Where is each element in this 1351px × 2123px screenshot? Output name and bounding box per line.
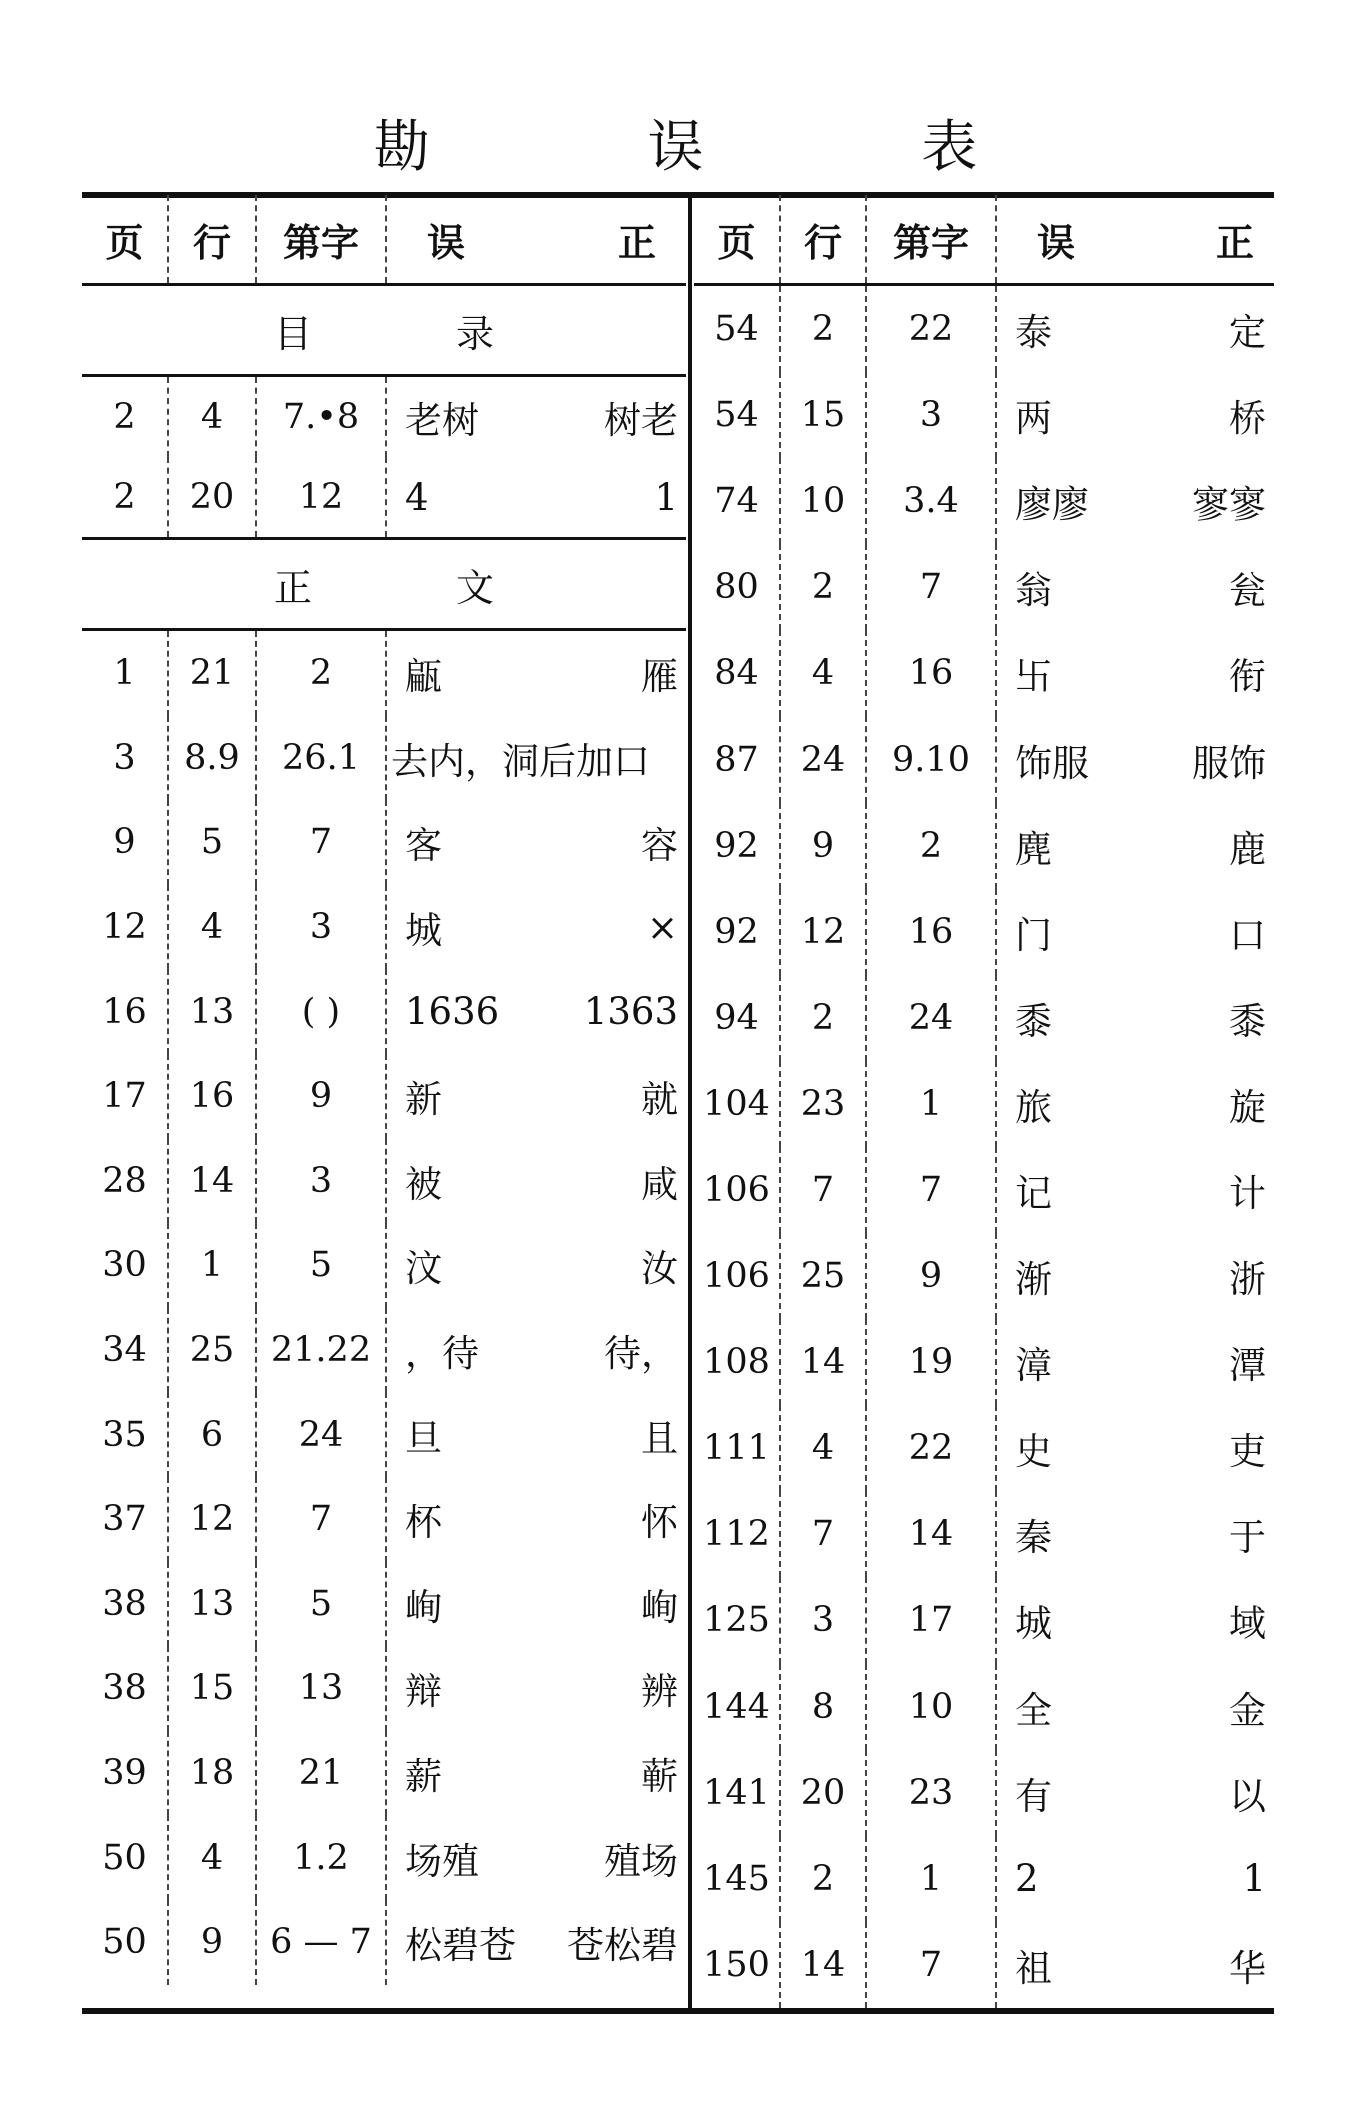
header-wrong: 误 (386, 195, 546, 285)
cell-correct: 衔 (1229, 655, 1266, 699)
cell-line: 2 (780, 1836, 866, 1922)
table-row (82, 1223, 686, 1308)
cell-char: 14 (866, 1491, 996, 1577)
cell-correct: 服饰 (1192, 741, 1266, 785)
cell-line: 2 (780, 544, 866, 630)
cell-wrong: 记 (1015, 1171, 1052, 1215)
header-char: 第字 (256, 195, 386, 285)
cell-char: 7 (256, 800, 386, 885)
cell-line: 16 (168, 1054, 256, 1139)
cell-char: 23 (866, 1750, 996, 1836)
cell-wrong: 祖 (1015, 1946, 1052, 1990)
cell-line: 7 (780, 1491, 866, 1577)
cell-line: 10 (780, 458, 866, 544)
cell-char: 19 (866, 1319, 996, 1405)
cell-page: 92 (694, 889, 780, 975)
cell-wrong: 漳 (1015, 1344, 1052, 1388)
cell-wrong: 全 (1015, 1688, 1052, 1732)
cell-page: 150 (694, 1922, 780, 2008)
header-row (694, 195, 1274, 285)
cell-correct: 待， (604, 1332, 678, 1376)
cell-char: 6 — 7 (256, 1900, 386, 1985)
cell-correct: 怀 (641, 1501, 678, 1545)
bottom-rule (82, 2008, 1274, 2014)
table-row (694, 1319, 1274, 1405)
cell-wrong: 2 (1015, 1857, 1039, 1901)
cell-correct: 且 (641, 1416, 678, 1460)
cell-line: 14 (780, 1319, 866, 1405)
cell-wrong: 去内，洞后加口 (391, 739, 650, 783)
cell-wrong: 史 (1015, 1430, 1052, 1474)
cell-correct: 桥 (1229, 397, 1266, 441)
cell-char: 21.22 (256, 1308, 386, 1393)
cell-wrong: 卐 (1015, 655, 1052, 699)
cell-correct: 于 (1229, 1516, 1266, 1560)
cell-correct: 苍松碧 (567, 1924, 678, 1968)
table-row (82, 1308, 686, 1393)
cell-line: 8.9 (168, 716, 256, 801)
cell-char: 5 (256, 1562, 386, 1647)
table-row (694, 544, 1274, 630)
cell-line: 20 (780, 1750, 866, 1836)
cell-correct: 定 (1229, 311, 1266, 355)
cell-char: 3 (256, 1139, 386, 1224)
table-row (82, 800, 686, 885)
cell-line: 2 (780, 975, 866, 1061)
cell-page: 106 (694, 1233, 780, 1319)
header-wrong: 误 (996, 195, 1144, 285)
cell-char: 3 (866, 372, 996, 458)
cell-wrong: 1636 (405, 990, 500, 1034)
table-row (694, 889, 1274, 975)
cell-wrong: 辩 (405, 1670, 442, 1714)
table-row (82, 1392, 686, 1477)
cell-correct: 就 (641, 1078, 678, 1122)
cell-correct: 1363 (583, 990, 678, 1034)
cell-wrong: 门 (1015, 913, 1052, 957)
cell-page: 1 (82, 630, 168, 716)
cell-page: 38 (82, 1562, 168, 1647)
section-toc-label-2: 录 (455, 311, 494, 356)
cell-char: 10 (866, 1664, 996, 1750)
cell-wrong: 翁 (1015, 569, 1052, 613)
section-toc (82, 285, 686, 376)
cell-page: 111 (694, 1405, 780, 1491)
cell-wrong: 麂 (1015, 827, 1052, 871)
cell-line: 6 (168, 1392, 256, 1477)
cell-line: 1 (168, 1223, 256, 1308)
table-row (694, 1664, 1274, 1750)
cell-wrong: 甂 (405, 655, 442, 699)
header-page: 页 (694, 195, 780, 285)
cell-page: 54 (694, 285, 780, 373)
cell-page: 34 (82, 1308, 168, 1393)
cell-char: 12 (256, 457, 386, 539)
cell-correct: 旋 (1229, 1085, 1266, 1129)
cell-page: 80 (694, 544, 780, 630)
cell-char: 24 (256, 1392, 386, 1477)
cell-char: 1.2 (256, 1815, 386, 1900)
table-row (82, 1562, 686, 1647)
cell-wrong: 秦 (1015, 1516, 1052, 1560)
table-row (694, 803, 1274, 889)
cell-correct: 计 (1229, 1171, 1266, 1215)
cell-page: 3 (82, 716, 168, 801)
cell-correct: 浙 (1229, 1258, 1266, 1302)
header-line: 行 (168, 195, 256, 285)
cell-correct: 容 (641, 824, 678, 868)
cell-char: 16 (866, 630, 996, 716)
cell-line: 25 (168, 1308, 256, 1393)
cell-char: 5 (256, 1223, 386, 1308)
cell-page: 12 (82, 885, 168, 970)
cell-page: 2 (82, 376, 168, 458)
cell-wrong: 老树 (405, 399, 479, 442)
cell-line: 4 (168, 885, 256, 970)
table-row (82, 1815, 686, 1900)
header-row (82, 195, 686, 285)
cell-page: 108 (694, 1319, 780, 1405)
cell-line: 9 (780, 803, 866, 889)
page-title: 勘 误 表 (373, 115, 1078, 180)
cell-line: 20 (168, 457, 256, 539)
cell-line: 3 (780, 1577, 866, 1663)
cell-char: 7 (256, 1477, 386, 1562)
cell-correct: 华 (1229, 1946, 1266, 1990)
cell-correct: 峋 (641, 1585, 678, 1629)
cell-correct: 咸 (641, 1162, 678, 1206)
cell-wrong: 松碧苍 (405, 1924, 516, 1968)
cell-line: 15 (780, 372, 866, 458)
cell-page: 94 (694, 975, 780, 1061)
cell-correct: 雁 (641, 655, 678, 699)
cell-wrong: 汶 (405, 1247, 442, 1291)
section-body-label-1: 正 (273, 565, 312, 610)
cell-correct: 树老 (604, 399, 678, 442)
cell-page: 141 (694, 1750, 780, 1836)
cell-char: 24 (866, 975, 996, 1061)
table-row (694, 1836, 1274, 1922)
header-line: 行 (780, 195, 866, 285)
table-row (82, 1139, 686, 1224)
cell-line: 5 (168, 800, 256, 885)
cell-char: 16 (866, 889, 996, 975)
cell-line: 13 (168, 1562, 256, 1647)
cell-wrong: 场殖 (405, 1839, 479, 1883)
cell-correct: 寥寥 (1192, 483, 1266, 527)
section-body-label-2: 文 (455, 565, 494, 610)
cell-line: 23 (780, 1061, 866, 1147)
cell-wrong: 城 (405, 909, 442, 953)
cell-wrong: 峋 (405, 1585, 442, 1629)
table-row (82, 969, 686, 1054)
cell-correct: 金 (1229, 1688, 1266, 1732)
cell-correct: × (646, 905, 678, 949)
center-divider (688, 198, 692, 2008)
table-row (694, 1491, 1274, 1577)
cell-correct: 瓮 (1229, 569, 1266, 613)
cell-page: 145 (694, 1836, 780, 1922)
cell-correct: 以 (1229, 1774, 1266, 1818)
cell-correct: 潭 (1229, 1344, 1266, 1388)
cell-page: 38 (82, 1646, 168, 1731)
table-row (694, 1577, 1274, 1663)
cell-wrong: 杯 (405, 1501, 442, 1545)
cell-char: 9 (256, 1054, 386, 1139)
cell-page: 50 (82, 1900, 168, 1985)
table-row (694, 1147, 1274, 1233)
table-row (694, 1233, 1274, 1319)
cell-char: 3 (256, 885, 386, 970)
cell-line: 21 (168, 630, 256, 716)
table-row (82, 1477, 686, 1562)
table-row (82, 885, 686, 970)
cell-page: 106 (694, 1147, 780, 1233)
cell-page: 125 (694, 1577, 780, 1663)
cell-page: 144 (694, 1664, 780, 1750)
table-row (82, 1646, 686, 1731)
cell-char: 7 (866, 544, 996, 630)
header-correct: 正 (546, 195, 686, 285)
cell-page: 74 (694, 458, 780, 544)
section-toc-label-1: 目 (273, 311, 312, 356)
cell-line: 4 (168, 376, 256, 458)
cell-page: 17 (82, 1054, 168, 1139)
cell-page: 54 (694, 372, 780, 458)
cell-page: 2 (82, 457, 168, 539)
cell-wrong: 城 (1015, 1602, 1052, 1646)
header-page: 页 (82, 195, 168, 285)
cell-line: 13 (168, 969, 256, 1054)
cell-correct: 汝 (641, 1247, 678, 1291)
cell-char: 17 (866, 1577, 996, 1663)
cell-char: 3.4 (866, 458, 996, 544)
cell-line: 14 (780, 1922, 866, 2008)
cell-page: 35 (82, 1392, 168, 1477)
table-row (694, 975, 1274, 1061)
cell-char: 1 (866, 1061, 996, 1147)
cell-page: 30 (82, 1223, 168, 1308)
cell-wrong: 两 (1015, 397, 1052, 441)
cell-correct: 殖场 (604, 1839, 678, 1883)
cell-page: 104 (694, 1061, 780, 1147)
table-row (694, 1405, 1274, 1491)
table-row (82, 1900, 686, 1985)
section-body (82, 539, 686, 630)
cell-line: 24 (780, 716, 866, 802)
table-row (694, 372, 1274, 458)
cell-line: 12 (168, 1477, 256, 1562)
table-row (82, 1731, 686, 1816)
table-row (694, 716, 1274, 802)
cell-line: 12 (780, 889, 866, 975)
cell-line: 25 (780, 1233, 866, 1319)
cell-page: 92 (694, 803, 780, 889)
cell-correct: 1 (1242, 1857, 1266, 1901)
cell-page: 9 (82, 800, 168, 885)
cell-line: 18 (168, 1731, 256, 1816)
cell-correct: 辨 (641, 1670, 678, 1714)
cell-line: 4 (780, 630, 866, 716)
cell-char: 26.1 (256, 716, 386, 801)
header-char: 第字 (866, 195, 996, 285)
cell-correct: 黍 (1229, 999, 1266, 1043)
cell-char: 21 (256, 1731, 386, 1816)
cell-correct: 口 (1229, 913, 1266, 957)
cell-page: 28 (82, 1139, 168, 1224)
table-row (694, 1922, 1274, 2008)
cell-char: 2 (256, 630, 386, 716)
cell-char: ( ) (256, 969, 386, 1054)
cell-wrong: 黍 (1015, 999, 1052, 1043)
cell-wrong: 旅 (1015, 1085, 1052, 1129)
cell-correct: 域 (1229, 1602, 1266, 1646)
cell-wrong: 新 (405, 1078, 442, 1122)
cell-page: 50 (82, 1815, 168, 1900)
cell-correct: 吏 (1229, 1430, 1266, 1474)
cell-char: 22 (866, 1405, 996, 1491)
left-table (82, 195, 686, 1985)
table-row (694, 630, 1274, 716)
table-row (82, 1054, 686, 1139)
table-row (82, 716, 686, 801)
cell-char: 9 (866, 1233, 996, 1319)
cell-wrong: 客 (405, 824, 442, 868)
cell-line: 4 (168, 1815, 256, 1900)
cell-char: 7.•8 (256, 376, 386, 458)
cell-char: 22 (866, 285, 996, 373)
cell-wrong: 渐 (1015, 1258, 1052, 1302)
cell-page: 84 (694, 630, 780, 716)
cell-wrong: 饰服 (1015, 741, 1089, 785)
cell-line: 15 (168, 1646, 256, 1731)
cell-line: 9 (168, 1900, 256, 1985)
header-correct: 正 (1144, 195, 1274, 285)
cell-wrong: 被 (405, 1162, 442, 1206)
cell-line: 14 (168, 1139, 256, 1224)
table-row (82, 457, 686, 539)
cell-char: 9.10 (866, 716, 996, 802)
cell-wrong: 廖廖 (1015, 483, 1089, 527)
cell-wrong: 旦 (405, 1416, 442, 1460)
cell-wrong: ，待 (405, 1332, 479, 1376)
cell-line: 7 (780, 1147, 866, 1233)
cell-wrong: 薪 (405, 1755, 442, 1799)
cell-line: 8 (780, 1664, 866, 1750)
cell-char: 2 (866, 803, 996, 889)
cell-wrong: 有 (1015, 1774, 1052, 1818)
cell-correct: 蕲 (641, 1755, 678, 1799)
cell-char: 13 (256, 1646, 386, 1731)
cell-line: 2 (780, 285, 866, 373)
cell-line: 4 (780, 1405, 866, 1491)
cell-wrong: 泰 (1015, 311, 1052, 355)
cell-page: 16 (82, 969, 168, 1054)
table-row (694, 1750, 1274, 1836)
cell-page: 37 (82, 1477, 168, 1562)
right-table (694, 195, 1274, 2008)
table-row (82, 630, 686, 716)
cell-page: 112 (694, 1491, 780, 1577)
cell-correct: 1 (654, 475, 678, 519)
cell-page: 39 (82, 1731, 168, 1816)
table-row (694, 1061, 1274, 1147)
cell-page: 87 (694, 716, 780, 802)
cell-correct: 鹿 (1229, 827, 1266, 871)
table-row (694, 285, 1274, 373)
cell-char: 1 (866, 1836, 996, 1922)
table-row (82, 376, 686, 458)
cell-char: 7 (866, 1922, 996, 2008)
table-row (694, 458, 1274, 544)
cell-char: 7 (866, 1147, 996, 1233)
cell-wrong: 4 (405, 475, 429, 519)
